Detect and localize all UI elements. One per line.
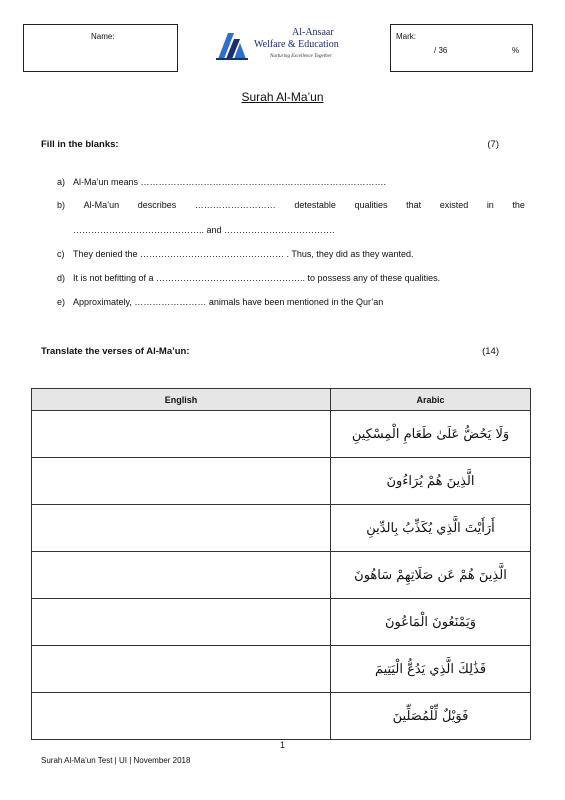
arabic-verse: وَيَمْنَعُونَ الْمَاعُونَ xyxy=(331,599,531,646)
question-text: It is not befitting of a ………………………………………….. to possess any of these qualities. xyxy=(73,273,441,283)
translation-answer-cell[interactable] xyxy=(32,411,331,458)
translation-answer-cell[interactable] xyxy=(32,646,331,693)
logo-subtitle: Welfare & Education xyxy=(254,39,339,50)
question-word: the xyxy=(512,200,525,210)
question-label: b) xyxy=(57,200,66,210)
table-row xyxy=(32,411,531,458)
arabic-verse: فَذَٰلِكَ الَّذِي يَدُعُّ الْيَتِيمَ xyxy=(331,646,531,693)
table-row xyxy=(32,646,531,693)
question-label: c) xyxy=(57,249,65,259)
blank: ……………………… xyxy=(194,200,276,210)
translation-answer-cell[interactable] xyxy=(32,505,331,552)
name-box[interactable] xyxy=(23,24,178,72)
mark-percent: % xyxy=(512,46,520,55)
translation-answer-cell[interactable] xyxy=(32,599,331,646)
question-text: Approximately, …………………… animals have been mentioned in the Qur’an xyxy=(73,297,384,307)
table-row xyxy=(32,552,531,599)
question-word: in xyxy=(486,200,494,210)
logo-title: Al-Ansaar xyxy=(292,27,334,38)
page-title: Surah Al-Ma’un xyxy=(241,90,324,104)
fill-blanks-marks: (7) xyxy=(487,139,499,150)
mark-label: Mark: xyxy=(396,32,416,41)
school-logo xyxy=(212,24,372,70)
translate-heading: Translate the verses of Al-Ma’un: xyxy=(41,346,190,357)
logo-tagline: Nurturing Excellence Together xyxy=(270,54,332,59)
question-b xyxy=(57,200,525,210)
translation-answer-cell[interactable] xyxy=(32,693,331,740)
page-footer: Surah Al-Ma’un Test | UI | November 2018 xyxy=(41,756,191,765)
table-row xyxy=(32,599,531,646)
translation-answer-cell[interactable] xyxy=(32,552,331,599)
logo-emblem-icon xyxy=(212,27,252,61)
table-row xyxy=(32,693,531,740)
question-text: Al-Ma’un means ………………………………………………………………………. xyxy=(73,177,387,187)
question-label: e) xyxy=(57,297,66,307)
question-word: qualities xyxy=(354,200,388,210)
arabic-verse: فَوَيْلٌ لِّلْمُصَلِّينَ xyxy=(331,693,531,740)
page-number: 1 xyxy=(279,740,285,750)
arabic-verse: الَّذِينَ هُمْ يُرَاءُونَ xyxy=(331,458,531,505)
question-a xyxy=(57,177,386,187)
mark-total: / 36 xyxy=(434,46,448,55)
question-text: They denied the ………………………………………… . Thus, they did as they wanted. xyxy=(73,249,414,259)
question-b-continuation: …………………………………….. and ………………………………. xyxy=(73,225,335,235)
arabic-verse: وَلَا يَحُضُّ عَلَىٰ طَعَامِ الْمِسْكِينِ xyxy=(331,411,531,458)
table-row xyxy=(32,505,531,552)
question-word: detestable xyxy=(294,200,336,210)
translate-marks: (14) xyxy=(482,346,499,357)
table-header-row xyxy=(32,389,531,411)
question-c xyxy=(57,249,413,259)
fill-blanks-heading: Fill in the blanks: xyxy=(41,139,119,150)
translation-answer-cell[interactable] xyxy=(32,458,331,505)
table-row xyxy=(32,458,531,505)
question-word: that xyxy=(406,200,422,210)
arabic-verse: أَرَأَيْتَ الَّذِي يُكَذِّبُ بِالدِّينِ xyxy=(331,505,531,552)
question-d xyxy=(57,273,440,283)
question-word: describes xyxy=(137,200,177,210)
arabic-verse: الَّذِينَ هُمْ عَن صَلَاتِهِمْ سَاهُونَ xyxy=(331,552,531,599)
question-label: a) xyxy=(57,177,66,187)
column-header-arabic: Arabic xyxy=(331,389,531,411)
question-word: Al-Ma’un xyxy=(83,200,120,210)
question-label: d) xyxy=(57,273,66,283)
question-word: existed xyxy=(439,200,469,210)
translation-table xyxy=(31,388,531,740)
column-header-english: English xyxy=(32,389,331,411)
name-label: Name: xyxy=(91,32,115,41)
mark-box[interactable] xyxy=(390,24,533,72)
question-e xyxy=(57,297,383,307)
